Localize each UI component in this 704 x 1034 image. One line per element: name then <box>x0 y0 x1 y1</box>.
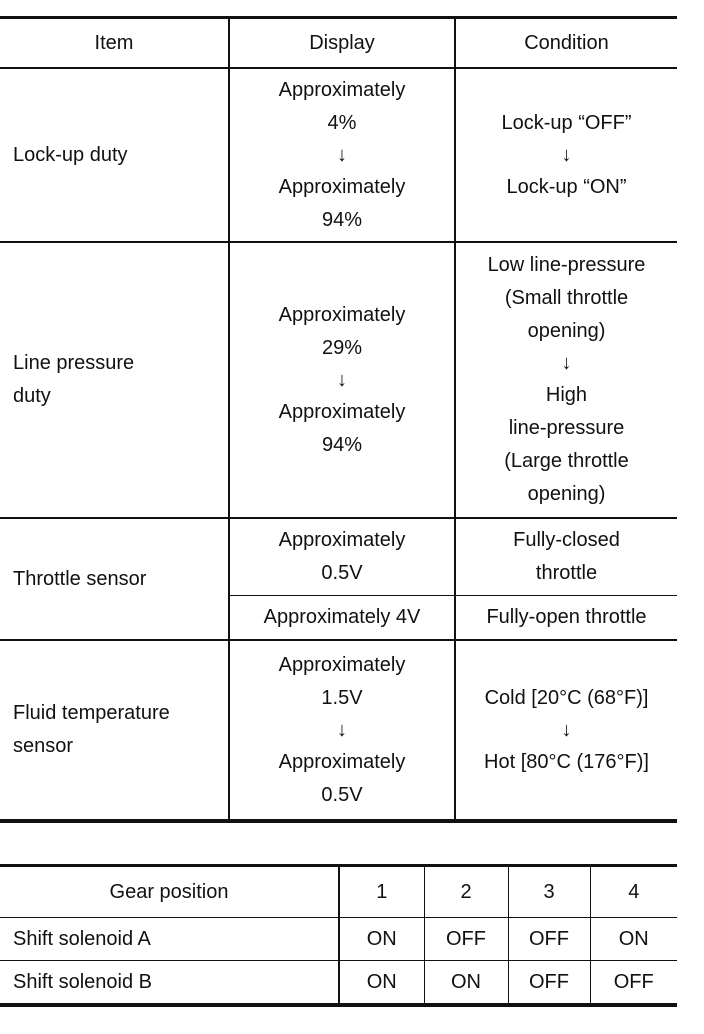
shift-solenoid-a-row <box>0 918 677 961</box>
display-text: Approximately <box>278 529 406 551</box>
gear-1: 1 <box>339 866 424 918</box>
condition-text: opening) <box>527 320 606 342</box>
item-fluid-temperature-sensor <box>0 640 229 821</box>
header-display: Display <box>229 18 455 69</box>
solenoid-b-gear-3: OFF <box>508 961 590 1006</box>
display-value: 94% <box>321 433 363 456</box>
condition-text: Lock-up “ON” <box>506 175 627 198</box>
display-value: 29% <box>321 336 363 359</box>
solenoid-b-gear-4: OFF <box>590 961 677 1006</box>
condition-lockup-duty <box>455 68 677 242</box>
display-value: 94% <box>321 208 363 231</box>
solenoid-a-gear-3: OFF <box>508 918 590 961</box>
header-condition: Condition <box>455 18 677 69</box>
condition-text: Hot [80°C (176°F)] <box>484 750 649 773</box>
header-item: Item <box>0 18 229 69</box>
solenoid-b-gear-2: ON <box>424 961 508 1006</box>
display-text: Approximately <box>278 653 406 676</box>
gear-4: 4 <box>590 866 677 918</box>
item-text: duty <box>13 385 51 407</box>
condition-text: Cold [20°C (68°F)] <box>484 686 649 709</box>
display-text: Approximately <box>278 78 406 101</box>
display-line-pressure-duty <box>229 242 455 518</box>
condition-text: (Large throttle <box>504 450 629 472</box>
solenoid-a-gear-4: ON <box>590 918 677 961</box>
item-text: sensor <box>13 735 74 757</box>
condition-text: throttle <box>535 562 598 584</box>
table-row-fluid-temperature-sensor <box>0 640 677 821</box>
display-throttle-open: Approximately 4V <box>229 596 455 641</box>
down-arrow-icon: ↓ <box>337 718 347 741</box>
condition-text: High <box>545 384 588 406</box>
display-text: Approximately <box>278 400 406 423</box>
condition-line-pressure-duty <box>455 242 677 518</box>
condition-text: line-pressure <box>508 417 625 439</box>
table-row-line-pressure-duty <box>0 242 677 518</box>
down-arrow-icon: ↓ <box>337 143 347 166</box>
down-arrow-icon: ↓ <box>561 143 572 166</box>
condition-text: opening) <box>527 483 606 505</box>
item-lockup-duty: Lock-up duty <box>0 68 229 242</box>
solenoid-a-gear-2: OFF <box>424 918 508 961</box>
display-value: 4% <box>327 111 357 134</box>
display-text: Approximately <box>278 175 406 198</box>
shift-solenoid-b-row <box>0 961 677 1006</box>
display-text: Approximately <box>278 750 406 773</box>
condition-fluid-temperature <box>455 640 677 821</box>
condition-text: Fully-closed <box>513 529 620 551</box>
down-arrow-icon: ↓ <box>337 368 347 391</box>
condition-throttle-open: Fully-open throttle <box>455 596 677 641</box>
solenoid-a-gear-1: ON <box>339 918 424 961</box>
shift-solenoid-b-label: Shift solenoid B <box>13 970 152 993</box>
solenoid-b-gear-1: ON <box>339 961 424 1006</box>
gear-position-label: Gear position <box>109 880 229 903</box>
item-text: Fluid temperature <box>13 702 170 724</box>
table-row-throttle-sensor-closed <box>0 518 677 596</box>
table-header-row <box>0 18 677 69</box>
condition-throttle-closed <box>455 518 677 596</box>
table-row-lockup-duty <box>0 68 677 242</box>
down-arrow-icon: ↓ <box>561 718 572 741</box>
diagnostic-table <box>0 16 677 823</box>
item-line-pressure-duty <box>0 242 229 518</box>
gear-position-header-row <box>0 866 677 918</box>
display-value: 0.5V <box>321 783 363 806</box>
shift-solenoid-table <box>0 864 677 1007</box>
display-value: 0.5V <box>321 562 363 584</box>
display-throttle-closed <box>229 518 455 596</box>
condition-text: (Small throttle <box>504 287 629 309</box>
display-text: Approximately <box>278 303 406 326</box>
item-throttle-sensor: Throttle sensor <box>0 518 229 640</box>
display-fluid-temperature <box>229 640 455 821</box>
item-text: Line pressure <box>13 352 135 374</box>
condition-text: Low line-pressure <box>487 254 646 276</box>
down-arrow-icon: ↓ <box>561 352 572 374</box>
display-lockup-duty <box>229 68 455 242</box>
gear-3: 3 <box>508 866 590 918</box>
display-value: 1.5V <box>321 686 363 709</box>
shift-solenoid-a-label: Shift solenoid A <box>13 927 151 950</box>
condition-text: Lock-up “OFF” <box>501 111 632 134</box>
gear-2: 2 <box>424 866 508 918</box>
